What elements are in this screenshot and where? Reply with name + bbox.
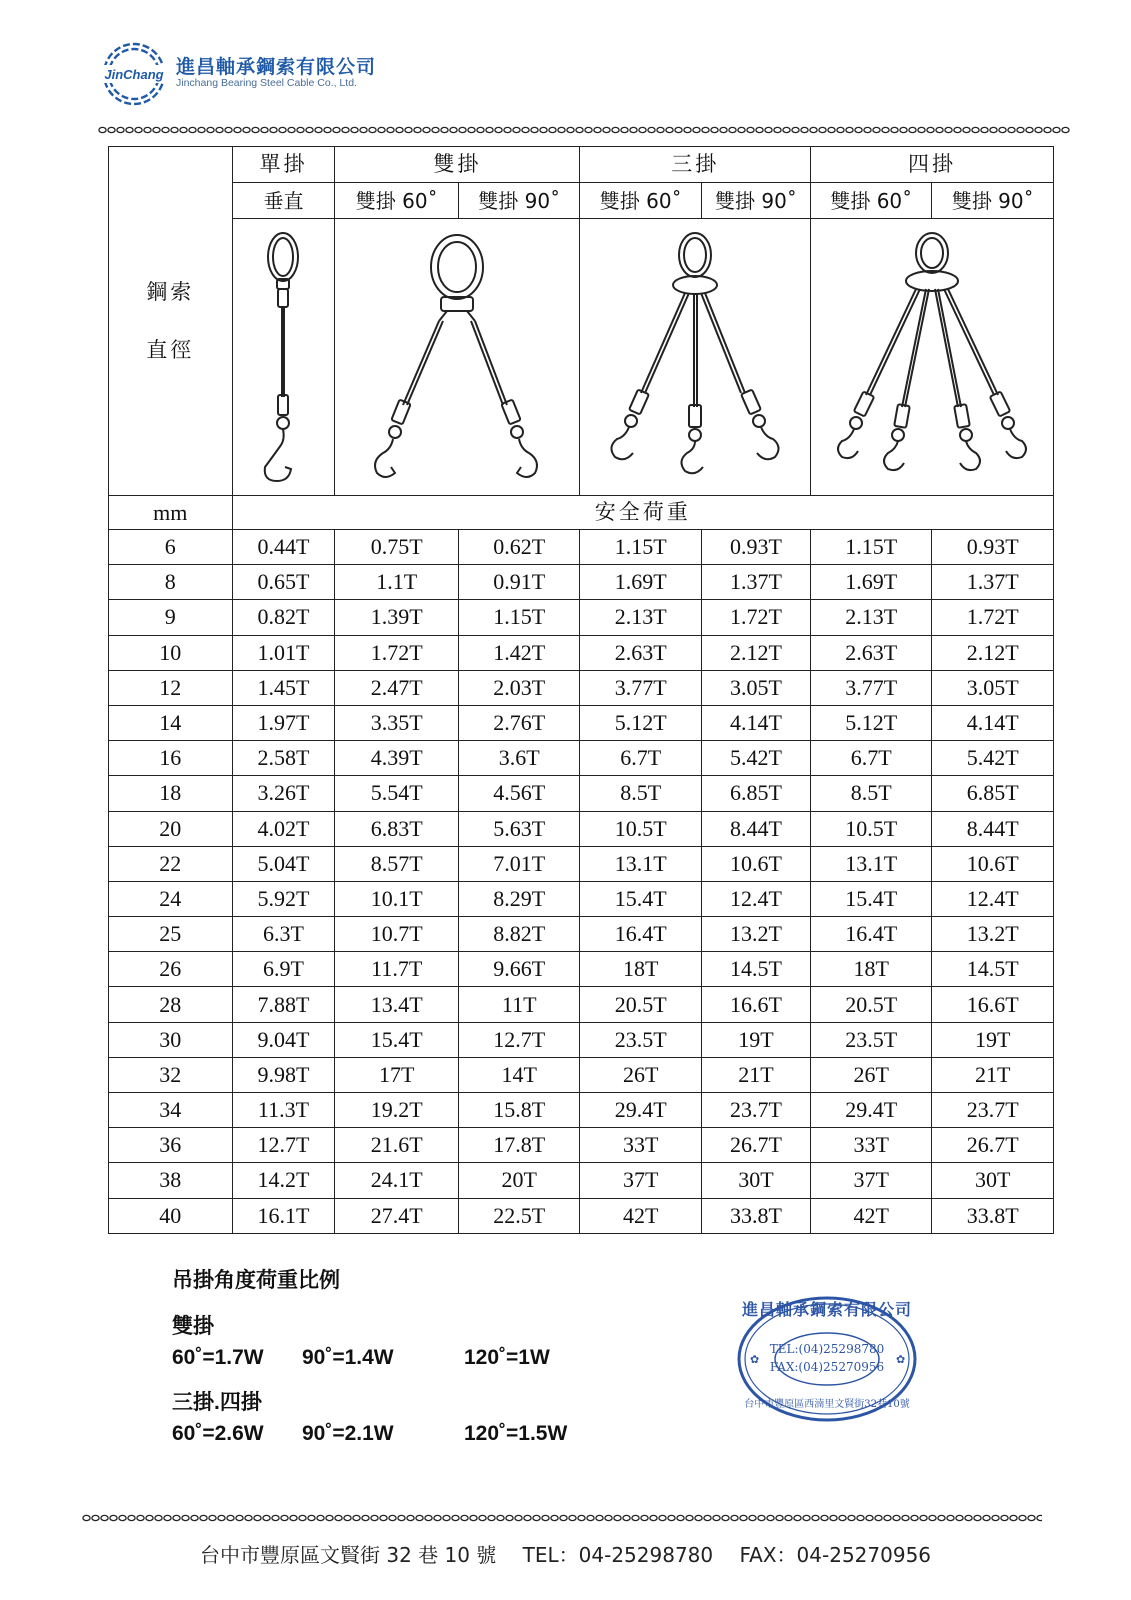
notes-double-values [172, 1346, 550, 1370]
table-row [109, 1163, 1054, 1198]
load-cell: 0.91T [458, 565, 579, 600]
load-cell: 9.66T [458, 952, 579, 987]
load-cell: 20.5T [580, 987, 701, 1022]
load-cell: 1.15T [580, 530, 701, 565]
load-cell: 7.88T [232, 987, 335, 1022]
load-cell: 1.42T [458, 635, 579, 670]
load-cell: 2.03T [458, 670, 579, 705]
logo-text: JinChang [104, 67, 164, 82]
load-cell: 1.37T [701, 565, 810, 600]
load-cell: 18T [811, 952, 932, 987]
table-row [109, 1128, 1054, 1163]
chain-divider-top [98, 124, 1070, 136]
diameter-cell: 36 [109, 1128, 233, 1163]
load-cell: 26.7T [932, 1128, 1054, 1163]
svg-text:進昌軸承鋼索有限公司: 進昌軸承鋼索有限公司 [741, 1300, 913, 1319]
diameter-cell: 25 [109, 917, 233, 952]
load-cell: 18T [580, 952, 701, 987]
svg-text:台中市豐原區西湳里文賢街32巷10號: 台中市豐原區西湳里文賢街32巷10號 [744, 1399, 910, 1410]
load-cell: 0.44T [232, 530, 335, 565]
load-cell: 37T [580, 1163, 701, 1198]
svg-text:FAX:(04)25270956: FAX:(04)25270956 [769, 1360, 885, 1374]
table-row [109, 530, 1054, 565]
diameter-cell: 38 [109, 1163, 233, 1198]
double-60-value: 60˚=1.7W [172, 1346, 264, 1369]
load-cell: 5.04T [232, 846, 335, 881]
load-cell: 13.1T [811, 846, 932, 881]
load-cell: 2.13T [811, 600, 932, 635]
load-cell: 14.5T [932, 952, 1054, 987]
load-cell: 3.35T [335, 705, 459, 740]
load-cell: 27.4T [335, 1198, 459, 1233]
load-cell: 4.14T [701, 705, 810, 740]
diameter-cell: 34 [109, 1093, 233, 1128]
load-cell: 10.7T [335, 917, 459, 952]
load-cell: 19.2T [335, 1093, 459, 1128]
footer-fax: FAX：04-25270956 [739, 1543, 932, 1567]
load-cell: 13.2T [701, 917, 810, 952]
load-cell: 23.7T [932, 1093, 1054, 1128]
load-cell: 4.02T [232, 811, 335, 846]
load-cell: 0.75T [335, 530, 459, 565]
load-cell: 8.82T [458, 917, 579, 952]
load-cell: 23.7T [701, 1093, 810, 1128]
load-cell: 1.45T [232, 670, 335, 705]
load-cell: 0.93T [701, 530, 810, 565]
load-cell: 14T [458, 1057, 579, 1092]
load-cell: 9.98T [232, 1057, 335, 1092]
single-leg-sling-icon [253, 227, 313, 487]
safe-load-table [108, 146, 1054, 1234]
load-cell: 1.15T [811, 530, 932, 565]
load-cell: 16.4T [580, 917, 701, 952]
table-row [109, 881, 1054, 916]
load-cell: 5.42T [932, 741, 1054, 776]
three-leg-sling-icon [595, 227, 795, 487]
load-cell: 14.2T [232, 1163, 335, 1198]
subheader-triple-60: 雙掛 60˚ [580, 183, 701, 219]
load-cell: 26T [580, 1057, 701, 1092]
load-cell: 15.4T [580, 881, 701, 916]
footer-tel: TEL：04-25298780 [522, 1543, 714, 1567]
load-cell: 3.05T [932, 670, 1054, 705]
footer-contact [0, 1539, 1131, 1568]
table-row [109, 811, 1054, 846]
table-row [109, 917, 1054, 952]
load-cell: 1.72T [701, 600, 810, 635]
load-cell: 16.4T [811, 917, 932, 952]
safe-load-label: 安全荷重 [232, 496, 1053, 530]
footer-address: 台中市豐原區文賢街 32 巷 10 號 [199, 1543, 497, 1567]
company-name-en: Jinchang Bearing Steel Cable Co., Ltd. [176, 77, 357, 89]
notes-double-label: 雙掛 [172, 1315, 214, 1338]
load-cell: 7.01T [458, 846, 579, 881]
load-cell: 1.69T [811, 565, 932, 600]
load-cell: 22.5T [458, 1198, 579, 1233]
diameter-cell: 20 [109, 811, 233, 846]
load-cell: 2.63T [811, 635, 932, 670]
load-cell: 11.3T [232, 1093, 335, 1128]
load-cell: 37T [811, 1163, 932, 1198]
notes-multi-values [172, 1422, 567, 1446]
load-cell: 17.8T [458, 1128, 579, 1163]
load-cell: 29.4T [811, 1093, 932, 1128]
load-cell: 16.1T [232, 1198, 335, 1233]
load-cell: 10.6T [701, 846, 810, 881]
load-cell: 19T [701, 1022, 810, 1057]
load-cell: 33T [811, 1128, 932, 1163]
load-cell: 16.6T [932, 987, 1054, 1022]
load-cell: 19T [932, 1022, 1054, 1057]
load-cell: 15.4T [811, 881, 932, 916]
table-row [109, 565, 1054, 600]
diameter-cell: 12 [109, 670, 233, 705]
diameter-cell: 32 [109, 1057, 233, 1092]
diameter-cell: 24 [109, 881, 233, 916]
load-cell: 30T [701, 1163, 810, 1198]
table-row [109, 987, 1054, 1022]
four-leg-sling-icon [822, 227, 1042, 487]
load-cell: 13.4T [335, 987, 459, 1022]
table-row [109, 846, 1054, 881]
group-header-double: 雙掛 [335, 147, 580, 183]
chain-divider-bottom [82, 1512, 1042, 1524]
company-seal-stamp [736, 1295, 918, 1423]
load-cell: 8.29T [458, 881, 579, 916]
company-name-cn: 進昌軸承鋼索有限公司 [176, 56, 377, 78]
load-cell: 10.5T [580, 811, 701, 846]
load-cell: 3.6T [458, 741, 579, 776]
notes-multi-label: 三掛.四掛 [172, 1391, 262, 1414]
load-cell: 4.56T [458, 776, 579, 811]
load-cell: 2.12T [701, 635, 810, 670]
load-cell: 26T [811, 1057, 932, 1092]
load-cell: 2.47T [335, 670, 459, 705]
load-cell: 12.7T [458, 1022, 579, 1057]
group-header-quad: 四掛 [811, 147, 1054, 183]
subheader-quad-60: 雙掛 60˚ [811, 183, 932, 219]
load-cell: 16.6T [701, 987, 810, 1022]
table-row [109, 705, 1054, 740]
load-cell: 23.5T [811, 1022, 932, 1057]
load-cell: 9.04T [232, 1022, 335, 1057]
load-cell: 42T [580, 1198, 701, 1233]
table-row [109, 635, 1054, 670]
table-row [109, 1057, 1054, 1092]
diameter-cell: 14 [109, 705, 233, 740]
diameter-cell: 28 [109, 987, 233, 1022]
load-cell: 4.14T [932, 705, 1054, 740]
multi-60-value: 60˚=2.6W [172, 1422, 264, 1445]
load-cell: 14.5T [701, 952, 810, 987]
load-cell: 3.05T [701, 670, 810, 705]
load-cell: 8.57T [335, 846, 459, 881]
load-cell: 11.7T [335, 952, 459, 987]
load-cell: 1.72T [335, 635, 459, 670]
group-header-triple: 三掛 [580, 147, 811, 183]
load-cell: 1.01T [232, 635, 335, 670]
diameter-cell: 40 [109, 1198, 233, 1233]
diameter-cell: 10 [109, 635, 233, 670]
load-cell: 0.82T [232, 600, 335, 635]
load-cell: 20T [458, 1163, 579, 1198]
load-cell: 10.6T [932, 846, 1054, 881]
load-cell: 0.62T [458, 530, 579, 565]
load-cell: 2.13T [580, 600, 701, 635]
load-cell: 5.63T [458, 811, 579, 846]
load-cell: 6.83T [335, 811, 459, 846]
diameter-cell: 30 [109, 1022, 233, 1057]
load-cell: 0.93T [932, 530, 1054, 565]
load-cell: 10.5T [811, 811, 932, 846]
diameter-cell: 6 [109, 530, 233, 565]
load-cell: 30T [932, 1163, 1054, 1198]
table-row [109, 776, 1054, 811]
subheader-quad-90: 雙掛 90˚ [932, 183, 1054, 219]
load-cell: 2.76T [458, 705, 579, 740]
load-cell: 21T [932, 1057, 1054, 1092]
load-cell: 42T [811, 1198, 932, 1233]
load-cell: 8.5T [811, 776, 932, 811]
load-cell: 2.58T [232, 741, 335, 776]
load-cell: 6.85T [701, 776, 810, 811]
load-cell: 0.65T [232, 565, 335, 600]
group-header-single: 單掛 [232, 147, 335, 183]
load-cell: 13.2T [932, 917, 1054, 952]
load-cell: 3.77T [811, 670, 932, 705]
svg-text:TEL:(04)25298780: TEL:(04)25298780 [769, 1342, 885, 1356]
load-cell: 3.26T [232, 776, 335, 811]
subheader-triple-90: 雙掛 90˚ [701, 183, 810, 219]
subheader-double-90: 雙掛 90˚ [458, 183, 579, 219]
load-cell: 15.4T [335, 1022, 459, 1057]
load-cell: 3.77T [580, 670, 701, 705]
table-row [109, 741, 1054, 776]
load-cell: 2.12T [932, 635, 1054, 670]
company-logo [98, 38, 170, 110]
load-cell: 8.5T [580, 776, 701, 811]
diameter-cell: 26 [109, 952, 233, 987]
diameter-cell: 9 [109, 600, 233, 635]
diameter-cell: 22 [109, 846, 233, 881]
table-row [109, 1198, 1054, 1233]
load-cell: 1.1T [335, 565, 459, 600]
diameter-label: 鋼索 直徑 [109, 147, 233, 496]
table-row [109, 952, 1054, 987]
multi-90-value: 90˚=2.1W [302, 1422, 394, 1445]
load-cell: 1.37T [932, 565, 1054, 600]
load-cell: 29.4T [580, 1093, 701, 1128]
load-cell: 1.72T [932, 600, 1054, 635]
load-cell: 6.7T [580, 741, 701, 776]
load-cell: 1.97T [232, 705, 335, 740]
load-cell: 21.6T [335, 1128, 459, 1163]
diameter-cell: 18 [109, 776, 233, 811]
double-90-value: 90˚=1.4W [302, 1346, 394, 1369]
load-cell: 2.63T [580, 635, 701, 670]
load-cell: 12.4T [701, 881, 810, 916]
load-cell: 23.5T [580, 1022, 701, 1057]
load-cell: 6.85T [932, 776, 1054, 811]
two-leg-sling-icon [357, 227, 557, 487]
load-cell: 33.8T [701, 1198, 810, 1233]
svg-text:✿: ✿ [896, 1353, 906, 1366]
load-cell: 1.15T [458, 600, 579, 635]
load-cell: 17T [335, 1057, 459, 1092]
load-cell: 1.39T [335, 600, 459, 635]
load-cell: 12.7T [232, 1128, 335, 1163]
load-cell: 20.5T [811, 987, 932, 1022]
load-cell: 11T [458, 987, 579, 1022]
load-cell: 4.39T [335, 741, 459, 776]
table-row [109, 1022, 1054, 1057]
diameter-cell: 8 [109, 565, 233, 600]
subheader-double-60: 雙掛 60˚ [335, 183, 459, 219]
load-cell: 5.12T [580, 705, 701, 740]
load-cell: 5.42T [701, 741, 810, 776]
unit-label: mm [109, 496, 233, 530]
load-cell: 10.1T [335, 881, 459, 916]
load-cell: 12.4T [932, 881, 1054, 916]
load-cell: 24.1T [335, 1163, 459, 1198]
table-row [109, 1093, 1054, 1128]
load-cell: 5.12T [811, 705, 932, 740]
load-cell: 1.69T [580, 565, 701, 600]
diameter-cell: 16 [109, 741, 233, 776]
load-cell: 13.1T [580, 846, 701, 881]
load-cell: 5.92T [232, 881, 335, 916]
load-cell: 33T [580, 1128, 701, 1163]
load-cell: 8.44T [932, 811, 1054, 846]
double-120-value: 120˚=1W [464, 1346, 550, 1369]
load-cell: 5.54T [335, 776, 459, 811]
load-cell: 6.3T [232, 917, 335, 952]
table-row [109, 600, 1054, 635]
load-cell: 8.44T [701, 811, 810, 846]
notes-title: 吊掛角度荷重比例 [172, 1269, 340, 1292]
load-cell: 21T [701, 1057, 810, 1092]
subheader-vertical: 垂直 [232, 183, 335, 219]
load-cell: 6.7T [811, 741, 932, 776]
load-cell: 26.7T [701, 1128, 810, 1163]
load-cell: 6.9T [232, 952, 335, 987]
table-row [109, 670, 1054, 705]
svg-text:✿: ✿ [750, 1353, 760, 1366]
load-cell: 15.8T [458, 1093, 579, 1128]
load-cell: 33.8T [932, 1198, 1054, 1233]
multi-120-value: 120˚=1.5W [464, 1422, 568, 1445]
